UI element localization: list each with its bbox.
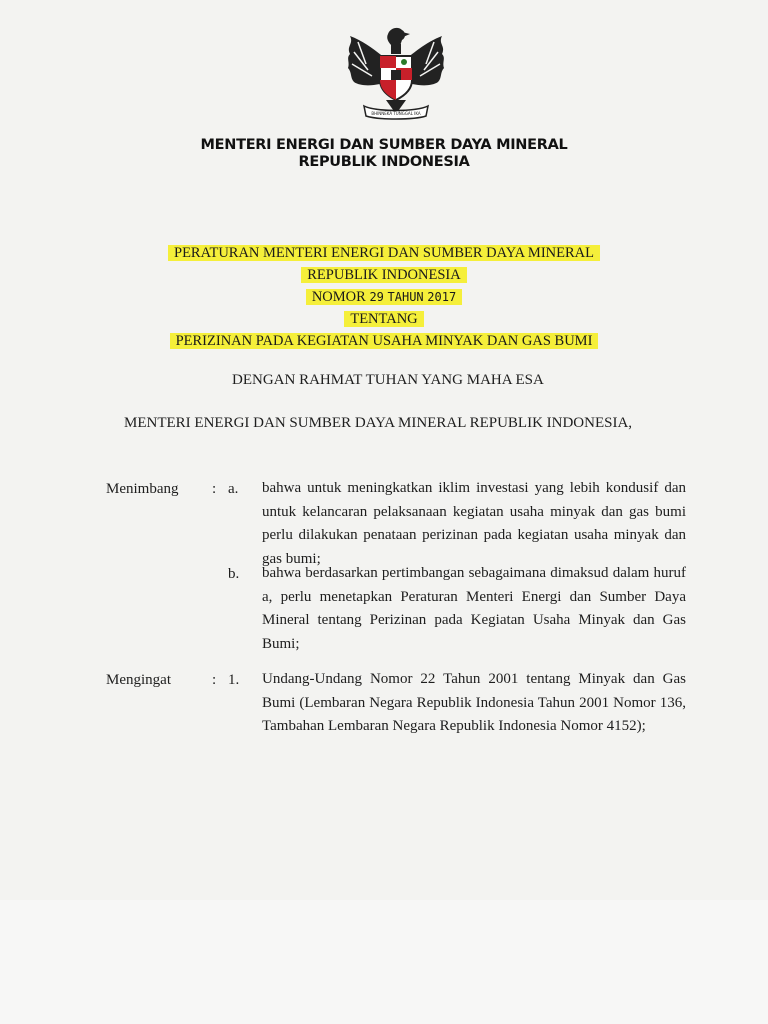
minister-line: MENTERI ENERGI DAN SUMBER DAYA MINERAL REPUBLIK INDONESIA, — [124, 415, 633, 431]
tahun-value: 2017 — [427, 290, 457, 304]
menimbang-item-text: bahwa berdasarkan pertimbangan sebagaimana dimaksud dalam huruf a, perlu menetapkan Peraturan Menteri Energi dan Sumber Daya Mineral tentang Perizinan pada Kegiatan Usaha Minyak dan Gas Bumi; — [262, 565, 686, 652]
menimbang-item-text: bahwa untuk meningkatkan iklim investasi yang lebih kondusif dan untuk kelancaran pelaksanaan kegiatan usaha minyak dan gas bumi perlu dilakukan penataan perizinan pada kegiatan usaha minyak dan gas bumi; — [262, 480, 686, 567]
title-country-text: REPUBLIK INDONESIA — [301, 267, 466, 283]
title-subject — [0, 333, 768, 350]
mengingat-label: Mengingat — [106, 672, 171, 688]
mengingat-colon: : — [212, 672, 217, 688]
header-country: REPUBLIK INDONESIA — [298, 154, 470, 170]
menimbang-item-marker: b. — [228, 566, 240, 582]
title-subject-text: PERIZINAN PADA KEGIATAN USAHA MINYAK DAN GAS BUMI — [170, 333, 599, 349]
emblem-motto: BHINNEKA TUNGGAL IKA — [371, 111, 421, 116]
title-tentang-text: TENTANG — [344, 311, 423, 327]
menimbang-colon: : — [212, 481, 217, 497]
title-regulation — [0, 245, 768, 262]
nomor-value: 29 — [369, 290, 384, 304]
title-number-text — [306, 289, 462, 305]
mengingat-item-text: Undang-Undang Nomor 22 Tahun 2001 tentang Minyak dan Gas Bumi (Lembaran Negara Republik Indonesia Tahun 2001 Nomor 136, Tambahan Lembaran Negara Republik Indonesia Nomor 4152); — [262, 671, 686, 734]
mengingat-item-marker: 1. — [228, 672, 240, 688]
header-ministry: MENTERI ENERGI DAN SUMBER DAYA MINERAL — [200, 137, 568, 153]
menimbang-label: Menimbang — [106, 481, 179, 497]
garuda-emblem-icon — [336, 24, 456, 124]
title-regulation-text: PERATURAN MENTERI ENERGI DAN SUMBER DAYA MINERAL — [168, 245, 600, 261]
title-tentang — [0, 311, 768, 328]
title-country — [0, 267, 768, 284]
scan-bottom-margin — [0, 900, 768, 1024]
menimbang-item-marker: a. — [228, 481, 239, 497]
nomor-label: NOMOR — [311, 289, 366, 305]
title-number — [0, 289, 768, 306]
blessing-line: DENGAN RAHMAT TUHAN YANG MAHA ESA — [232, 372, 544, 388]
tahun-label: TAHUN — [387, 290, 424, 304]
